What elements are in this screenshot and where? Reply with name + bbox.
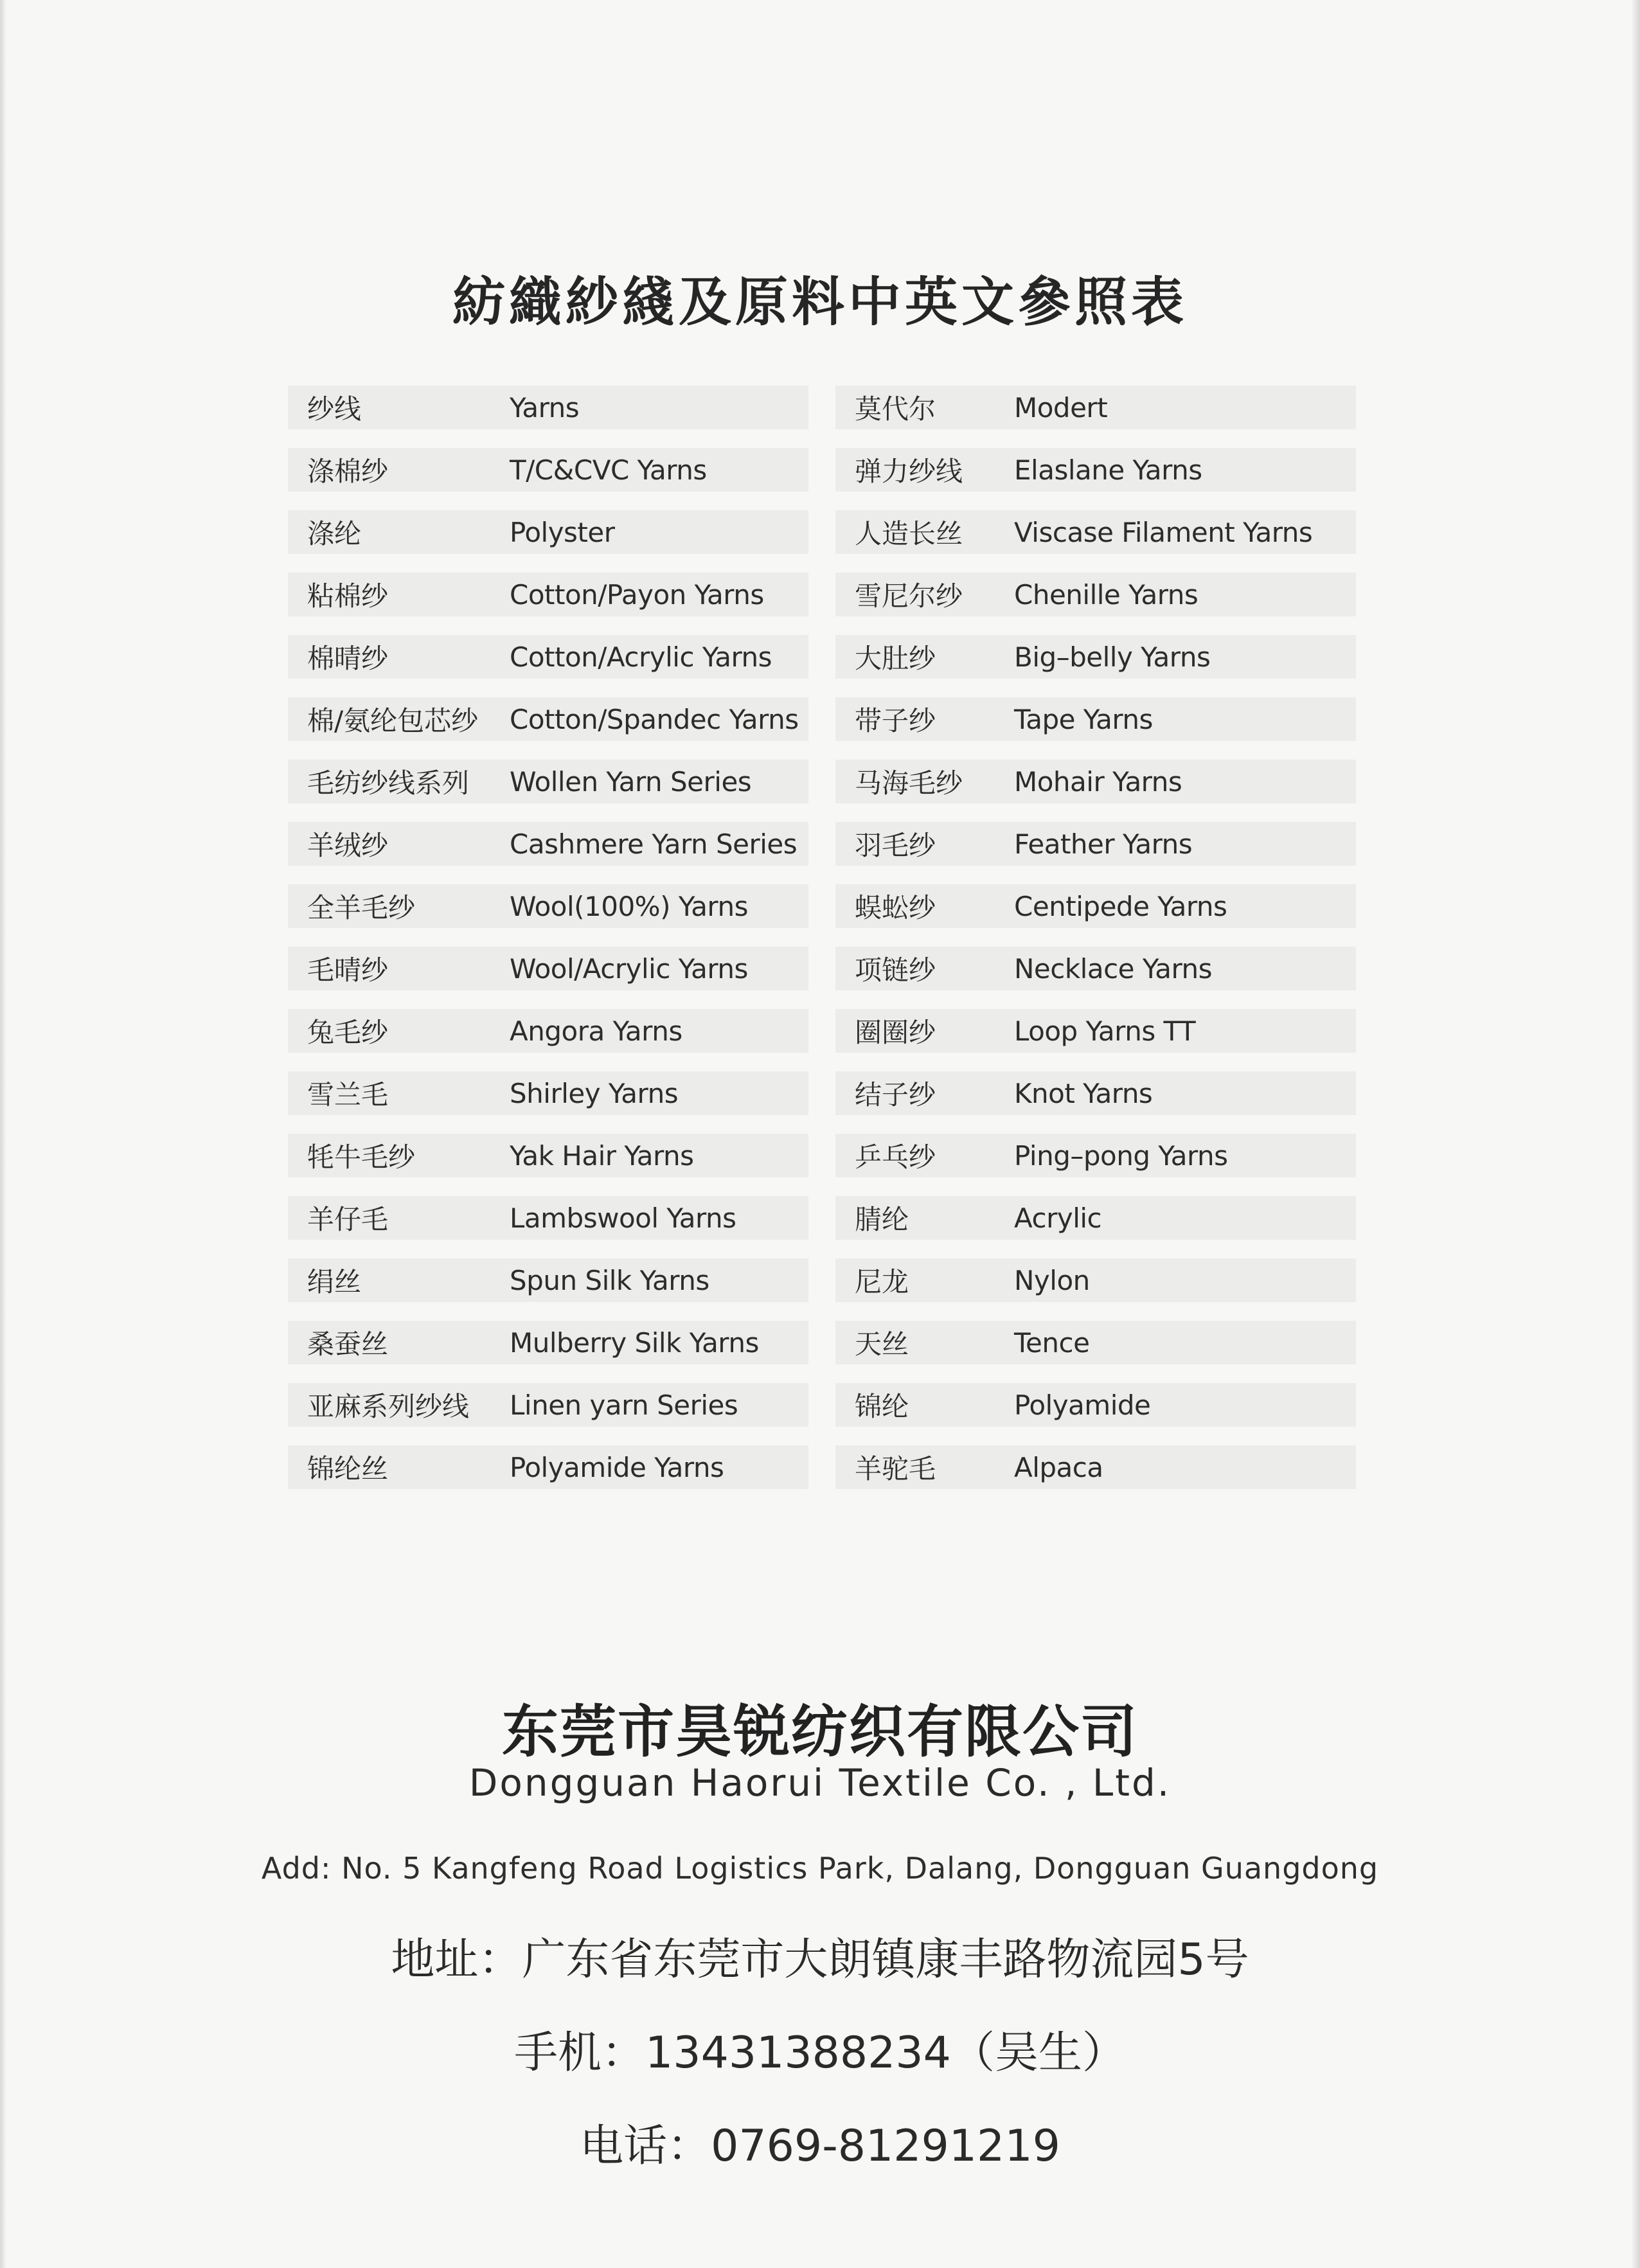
term-english: Elaslane Yarns xyxy=(1014,454,1202,486)
term-chinese: 乒乓纱 xyxy=(855,1141,936,1173)
term-english: Tence xyxy=(1014,1326,1090,1359)
term-english: Cotton/Acrylic Yarns xyxy=(510,641,772,673)
term-english: Wool(100%) Yarns xyxy=(510,890,748,922)
left-reference-table xyxy=(288,386,808,1508)
term-english: Wool/Acrylic Yarns xyxy=(510,952,748,985)
term-chinese: 雪尼尔纱 xyxy=(855,580,963,612)
term-chinese: 大肚纱 xyxy=(855,643,936,674)
term-english: Yarns xyxy=(510,391,580,424)
right-reference-table xyxy=(835,386,1356,1508)
term-english: Necklace Yarns xyxy=(1014,952,1212,985)
table-row xyxy=(288,573,808,616)
term-chinese: 羽毛纱 xyxy=(855,830,936,861)
term-english: Centipede Yarns xyxy=(1014,890,1227,922)
table-row xyxy=(288,1445,808,1489)
term-chinese: 马海毛纱 xyxy=(855,767,963,799)
term-english: Loop Yarns TT xyxy=(1014,1015,1196,1047)
term-english: Tape Yarns xyxy=(1014,703,1153,735)
term-english: Viscase Filament Yarns xyxy=(1014,516,1313,548)
table-row xyxy=(835,1258,1356,1302)
term-english: Alpaca xyxy=(1014,1451,1103,1483)
term-english: Modert xyxy=(1014,391,1108,424)
term-chinese: 莫代尔 xyxy=(855,393,936,425)
term-english: Nylon xyxy=(1014,1264,1090,1296)
table-row xyxy=(288,1009,808,1053)
term-chinese: 纱线 xyxy=(307,393,362,425)
table-row xyxy=(835,573,1356,616)
table-row xyxy=(835,1009,1356,1053)
term-english: Mohair Yarns xyxy=(1014,765,1182,798)
term-english: Cotton/Payon Yarns xyxy=(510,578,764,611)
table-row xyxy=(288,386,808,429)
table-row xyxy=(288,884,808,928)
term-english: Yak Hair Yarns xyxy=(510,1139,694,1172)
term-chinese: 项链纱 xyxy=(855,954,936,986)
term-chinese: 带子纱 xyxy=(855,705,936,737)
term-chinese: 亚麻系列纱线 xyxy=(307,1391,470,1422)
table-row xyxy=(288,635,808,679)
term-english: Cotton/Spandec Yarns xyxy=(510,703,799,735)
term-english: Angora Yarns xyxy=(510,1015,682,1047)
term-chinese: 羊绒纱 xyxy=(307,830,389,861)
term-chinese: 天丝 xyxy=(855,1328,909,1360)
table-row xyxy=(835,386,1356,429)
term-chinese: 牦牛毛纱 xyxy=(307,1141,416,1173)
term-chinese: 棉/氨纶包芯纱 xyxy=(307,705,479,737)
company-name-en: Dongguan Haorui Textile Co. , Ltd. xyxy=(468,1761,1172,1805)
term-english: Linen yarn Series xyxy=(510,1389,738,1421)
term-chinese: 毛纺纱线系列 xyxy=(307,767,470,799)
term-chinese: 尼龙 xyxy=(855,1266,909,1298)
term-english: Feather Yarns xyxy=(1014,828,1193,860)
term-chinese: 圈圈纱 xyxy=(855,1017,936,1048)
company-address-cn: 地址：广东省东莞市大朗镇康丰路物流园5号 xyxy=(391,1934,1249,1985)
term-chinese: 锦纶 xyxy=(855,1391,909,1422)
table-row xyxy=(288,760,808,803)
term-english: Knot Yarns xyxy=(1014,1077,1153,1109)
term-english: Shirley Yarns xyxy=(510,1077,679,1109)
term-chinese: 粘棉纱 xyxy=(307,580,389,612)
term-chinese: 全羊毛纱 xyxy=(307,892,416,924)
term-chinese: 雪兰毛 xyxy=(307,1079,389,1111)
term-english: Spun Silk Yarns xyxy=(510,1264,709,1296)
term-chinese: 蜈蚣纱 xyxy=(855,892,936,924)
term-english: Cashmere Yarn Series xyxy=(510,828,798,860)
term-english: Acrylic xyxy=(1014,1202,1102,1234)
table-row xyxy=(288,510,808,554)
table-row xyxy=(288,448,808,492)
term-chinese: 羊仔毛 xyxy=(307,1204,389,1235)
table-row xyxy=(288,1071,808,1115)
term-chinese: 结子纱 xyxy=(855,1079,936,1111)
term-english: Chenille Yarns xyxy=(1014,578,1199,611)
table-row xyxy=(835,760,1356,803)
term-english: Lambswool Yarns xyxy=(510,1202,736,1234)
company-phone: 电话：0769-81291219 xyxy=(580,2121,1060,2172)
term-english: Big–belly Yarns xyxy=(1014,641,1211,673)
company-mobile: 手机：13431388234（吴生） xyxy=(514,2028,1126,2078)
term-chinese: 兔毛纱 xyxy=(307,1017,389,1048)
table-row xyxy=(835,635,1356,679)
table-row xyxy=(288,1258,808,1302)
page-title: 紡織紗綫及原料中英文參照表 xyxy=(452,271,1188,333)
company-address-en: Add: No. 5 Kangfeng Road Logistics Park, Dalang, Dongguan Guangdong xyxy=(261,1851,1379,1886)
table-row xyxy=(835,884,1356,928)
term-english: Polyamide Yarns xyxy=(510,1451,724,1483)
term-english: Wollen Yarn Series xyxy=(510,765,752,798)
table-row xyxy=(288,1134,808,1177)
term-chinese: 羊驼毛 xyxy=(855,1453,936,1485)
table-row xyxy=(288,822,808,866)
term-english: Polyamide xyxy=(1014,1389,1151,1421)
term-english: T/C&CVC Yarns xyxy=(510,454,707,486)
table-row xyxy=(835,947,1356,990)
table-row xyxy=(835,1196,1356,1240)
term-english: Mulberry Silk Yarns xyxy=(510,1326,759,1359)
company-name-cn: 东莞市昊锐纺织有限公司 xyxy=(501,1699,1138,1765)
table-row xyxy=(835,1321,1356,1364)
table-row xyxy=(835,697,1356,741)
term-chinese: 棉晴纱 xyxy=(307,643,389,674)
table-row xyxy=(288,1321,808,1364)
term-chinese: 桑蚕丝 xyxy=(307,1328,389,1360)
term-chinese: 绢丝 xyxy=(307,1266,362,1298)
table-row xyxy=(835,822,1356,866)
table-row xyxy=(288,697,808,741)
term-chinese: 涤纶 xyxy=(307,518,362,549)
table-row xyxy=(835,448,1356,492)
table-row xyxy=(288,1196,808,1240)
table-row xyxy=(288,1383,808,1427)
table-row xyxy=(835,510,1356,554)
table-row xyxy=(835,1445,1356,1489)
term-chinese: 毛晴纱 xyxy=(307,954,389,986)
table-row xyxy=(835,1134,1356,1177)
term-english: Ping–pong Yarns xyxy=(1014,1139,1228,1172)
term-chinese: 涤棉纱 xyxy=(307,456,389,487)
table-row xyxy=(835,1071,1356,1115)
table-row xyxy=(288,947,808,990)
term-chinese: 锦纶丝 xyxy=(307,1453,389,1485)
term-chinese: 人造长丝 xyxy=(855,518,963,549)
table-row xyxy=(835,1383,1356,1427)
term-chinese: 腈纶 xyxy=(855,1204,909,1235)
term-english: Polyster xyxy=(510,516,615,548)
term-chinese: 弹力纱线 xyxy=(855,456,963,487)
